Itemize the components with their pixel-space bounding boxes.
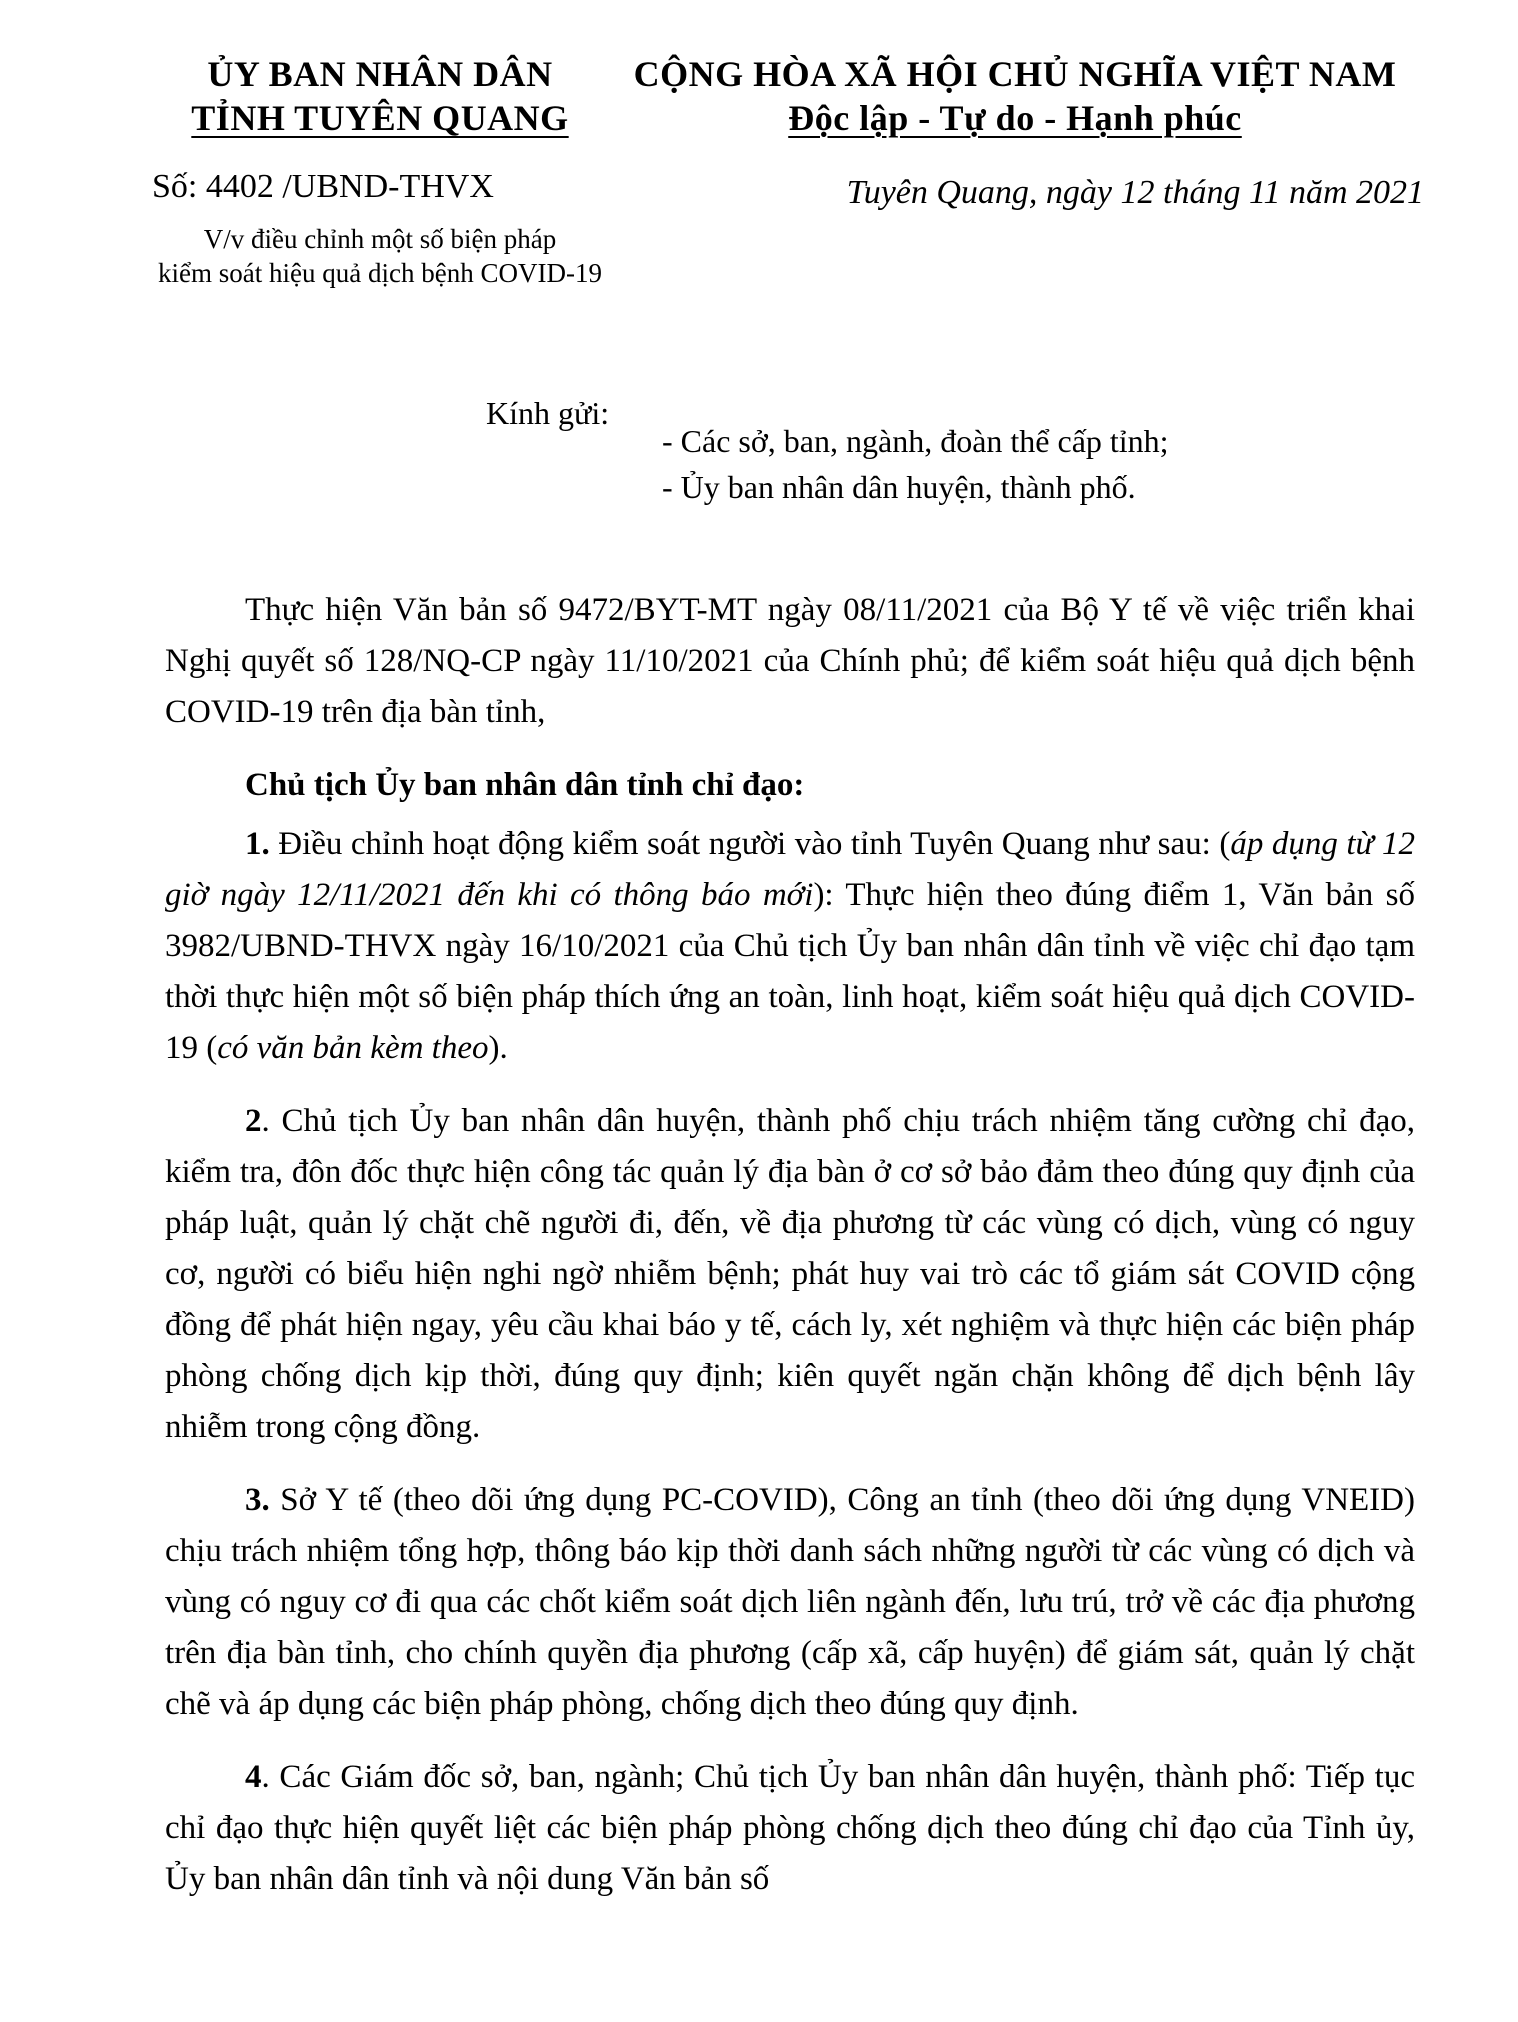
- paragraph-3-text: Sở Y tế (theo dõi ứng dụng PC-COVID), Công an tỉnh (theo dõi ứng dụng VNEID) chịu trách nhiệm tổng hợp, thông báo kịp thời danh sách những người từ các vùng có dịch và vùng có nguy cơ đi qua các chốt kiểm soát dịch liên ngành đến, lưu trú, trở về các địa phương trên địa bàn tỉnh, cho chính quyền địa phương (cấp xã, cấp huyện) để giám sát, quản lý chặt chẽ và áp dụng các biện pháp phòng, chống dịch theo đúng quy định.: [165, 1482, 1415, 1722]
- intro-paragraph: Thực hiện Văn bản số 9472/BYT-MT ngày 08/11/2021 của Bộ Y tế về việc triển khai Nghị quyết số 128/NQ-CP ngày 11/10/2021 của Chính phủ; để kiểm soát hiệu quả dịch bệnh COVID-19 trên địa bàn tỉnh,: [165, 592, 1415, 730]
- recipients-label: Kính gửi:: [486, 395, 610, 431]
- paragraph-1-italic: áp dụng từ 12 giờ ngày 12/11/2021 đến khi có thông báo mới: [165, 826, 1415, 913]
- document-number: Số: 4402 /UBND-THVX: [152, 168, 494, 205]
- paragraph-1-text-b: ): Thực hiện theo đúng điểm 1, Văn bản số 3982/UBND-THVX ngày 16/10/2021 của Chủ tịch Ủy ban nhân dân tỉnh về việc chỉ đạo tạm thời thực hiện một số biện pháp thích ứng an toàn, linh hoạt, kiểm soát hiệu quả dịch COVID-19 (: [165, 877, 1415, 1066]
- nation-title: CỘNG HÒA XÃ HỘI CHỦ NGHĨA VIỆT NAM: [633, 54, 1397, 94]
- paragraph-1-number: 1.: [245, 826, 270, 862]
- recipient-item: - Ủy ban nhân dân huyện, thành phố.: [662, 469, 1136, 505]
- paragraph-4-number: 4: [245, 1759, 262, 1795]
- issuing-agency-block: [130, 52, 630, 290]
- recipient-item: - Các sở, ban, ngành, đoàn thể cấp tỉnh;: [662, 423, 1169, 459]
- paragraph-1-italic-2: có văn bản kèm theo: [217, 1030, 489, 1066]
- paragraph-1-text-a: Điều chỉnh hoạt động kiểm soát người vào tỉnh Tuyên Quang như sau: (: [269, 826, 1231, 862]
- paragraph-2-number: 2: [245, 1103, 262, 1139]
- paragraph-1-text-c: ).: [488, 1030, 508, 1066]
- subject-line-2: kiểm soát hiệu quả dịch bệnh COVID-19: [158, 258, 602, 288]
- document-body: [165, 585, 1415, 1913]
- agency-province-text: TỈNH TUYÊN QUANG: [191, 98, 569, 138]
- document-subject: [130, 222, 630, 290]
- nation-motto: [600, 96, 1430, 140]
- agency-name: ỦY BAN NHÂN DÂN: [207, 54, 553, 94]
- paragraph-2-text: . Chủ tịch Ủy ban nhân dân huyện, thành phố chịu trách nhiệm tăng cường chỉ đạo, kiểm tra, đôn đốc thực hiện công tác quản lý địa bàn ở cơ sở bảo đảm theo đúng quy định của pháp luật, quản lý chặt chẽ người đi, đến, về địa phương từ các vùng có dịch, vùng có nguy cơ, người có biểu hiện nghi ngờ nhiễm bệnh; phát huy vai trò các tổ giám sát COVID cộng đồng để phát hiện ngay, yêu cầu khai báo y tế, cách ly, xét nghiệm và thực hiện các biện pháp phòng chống dịch kịp thời, đúng quy định; kiên quyết ngăn chặn không để dịch bệnh lây nhiễm trong cộng đồng.: [165, 1103, 1415, 1445]
- paragraph-4-text: . Các Giám đốc sở, ban, ngành; Chủ tịch Ủy ban nhân dân huyện, thành phố: Tiếp tục chỉ đạo thực hiện quyết liệt các biện pháp phòng chống dịch theo đúng chỉ đạo của Tỉnh ủy, Ủy ban nhân dân tỉnh và nội dung Văn bản số: [165, 1759, 1415, 1897]
- nation-motto-text: Độc lập - Tự do - Hạnh phúc: [788, 98, 1242, 138]
- paragraph-2: [165, 1096, 1415, 1453]
- national-heading-block: [600, 52, 1430, 214]
- paragraph-3: [165, 1475, 1415, 1730]
- place-and-date: Tuyên Quang, ngày 12 tháng 11 năm 2021: [846, 174, 1424, 211]
- recipients-list: [662, 418, 1169, 510]
- paragraph-1: [165, 819, 1415, 1074]
- directive-heading: Chủ tịch Ủy ban nhân dân tỉnh chỉ đạo:: [245, 767, 805, 803]
- subject-line-1: V/v điều chỉnh một số biện pháp: [203, 224, 557, 254]
- paragraph-4: [165, 1752, 1415, 1905]
- agency-province: [130, 96, 630, 140]
- paragraph-3-number: 3.: [245, 1482, 270, 1518]
